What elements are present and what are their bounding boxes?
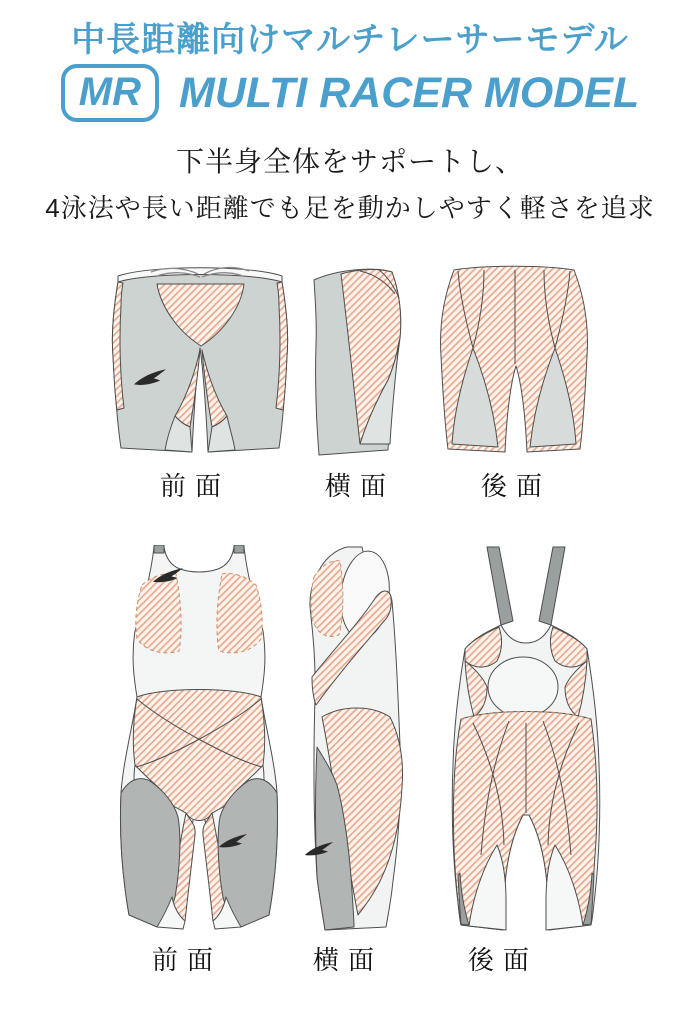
jammer-back-illustration	[428, 258, 600, 458]
suit-front-label: 前面	[151, 945, 223, 975]
suit-side-illustration	[300, 545, 440, 935]
suit-back-label: 後面	[467, 945, 539, 975]
tagline-line-1: 下半身全体をサポートし、	[175, 146, 524, 177]
mr-badge: MR	[61, 64, 159, 122]
jammer-front-label: 前面	[159, 471, 231, 501]
model-logo-row	[0, 60, 700, 126]
page-title: 中長距離向けマルチレーサーモデル	[71, 21, 629, 59]
model-wordmark: MULTI RACER MODEL	[179, 68, 640, 117]
suit-front-illustration	[108, 545, 290, 935]
jammer-side-label: 横面	[324, 471, 396, 501]
jammer-front-illustration	[105, 258, 295, 458]
jammer-side-illustration	[300, 258, 405, 458]
jammer-back-label: 後面	[480, 471, 552, 501]
tagline-line-2: 4泳法や長い距離でも足を動かしやすく軽さを追求	[45, 193, 655, 223]
suit-side-label: 横面	[312, 945, 384, 975]
suit-back-illustration	[445, 545, 607, 935]
